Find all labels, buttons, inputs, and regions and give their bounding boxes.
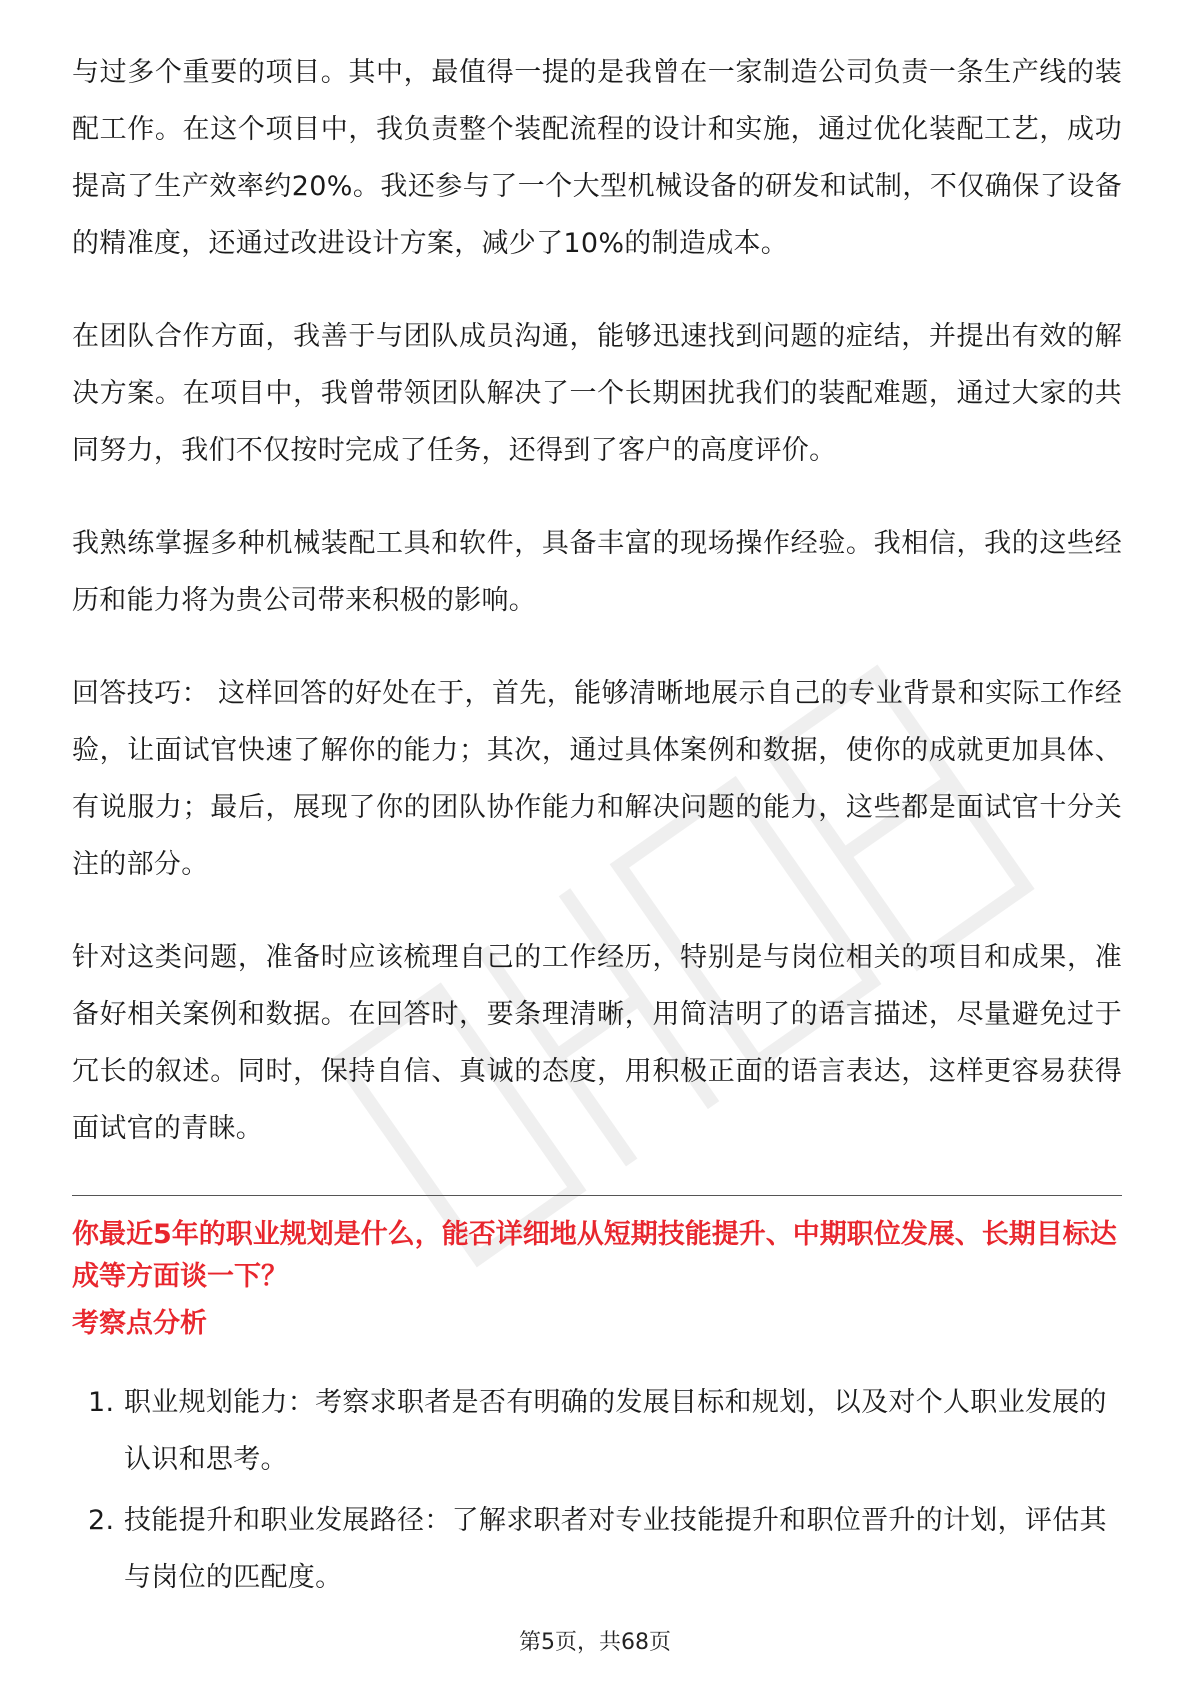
list-item xyxy=(72,1374,1122,1488)
paragraph-5: 针对这类问题，准备时应该梳理自己的工作经历，特别是与岗位相关的项目和成果，准备好相关案例和数据。在回答时，要条理清晰，用简洁明了的语言描述，尽量避免过于冗长的叙述。同时，保持自信、真诚的态度，用积极正面的语言表达，这样更容易获得面试官的青睐。 xyxy=(72,942,1122,1144)
list-item-number: 2. xyxy=(88,1505,115,1536)
list-item-text: 职业规划能力：考察求职者是否有明确的发展目标和规划，以及对个人职业发展的认识和思考。 xyxy=(124,1387,1107,1475)
paragraph-2: 在团队合作方面，我善于与团队成员沟通，能够迅速找到问题的症结，并提出有效的解决方案。在项目中，我曾带领团队解决了一个长期困扰我们的装配难题，通过大家的共同努力，我们不仅按时完成了任务，还得到了客户的高度评价。 xyxy=(72,321,1122,466)
paragraph-3: 我熟练掌握多种机械装配工具和软件，具备丰富的现场操作经验。我相信，我的这些经历和能力将为贵公司带来积极的影响。 xyxy=(72,528,1122,616)
list-item-text: 技能提升和职业发展路径：了解求职者对专业技能提升和职位晋升的计划，评估其与岗位的匹配度。 xyxy=(124,1505,1107,1593)
list-item-number: 1. xyxy=(88,1387,115,1418)
paragraph-1: 与过多个重要的项目。其中，最值得一提的是我曾在一家制造公司负责一条生产线的装配工作。在这个项目中，我负责整个装配流程的设计和实施，通过优化装配工艺，成功提高了生产效率约20%。我还参与了一个大型机械设备的研发和试制，不仅确保了设备的精准度，还通过改进设计方案，减少了10%的制造成本。 xyxy=(72,57,1122,259)
paragraph-answer-tips: 回答技巧： 这样回答的好处在于，首先，能够清晰地展示自己的专业背景和实际工作经验，让面试官快速了解你的能力；其次，通过具体案例和数据，使你的成就更加具体、有说服力；最后，展现了你的团队协作能力和解决问题的能力，这些都是面试官十分关注的部分。 xyxy=(72,678,1122,880)
section-divider xyxy=(72,1195,1122,1196)
page-footer: 第5页，共68页 xyxy=(519,1630,671,1655)
document-body xyxy=(72,44,1122,1193)
list-item xyxy=(72,1492,1122,1606)
analysis-list xyxy=(72,1374,1122,1610)
question-heading: 你最近5年的职业规划是什么，能否详细地从短期技能提升、中期职位发展、长期目标达成等方面谈一下？ xyxy=(72,1219,1117,1292)
section-title: 考察点分析 xyxy=(72,1308,207,1339)
